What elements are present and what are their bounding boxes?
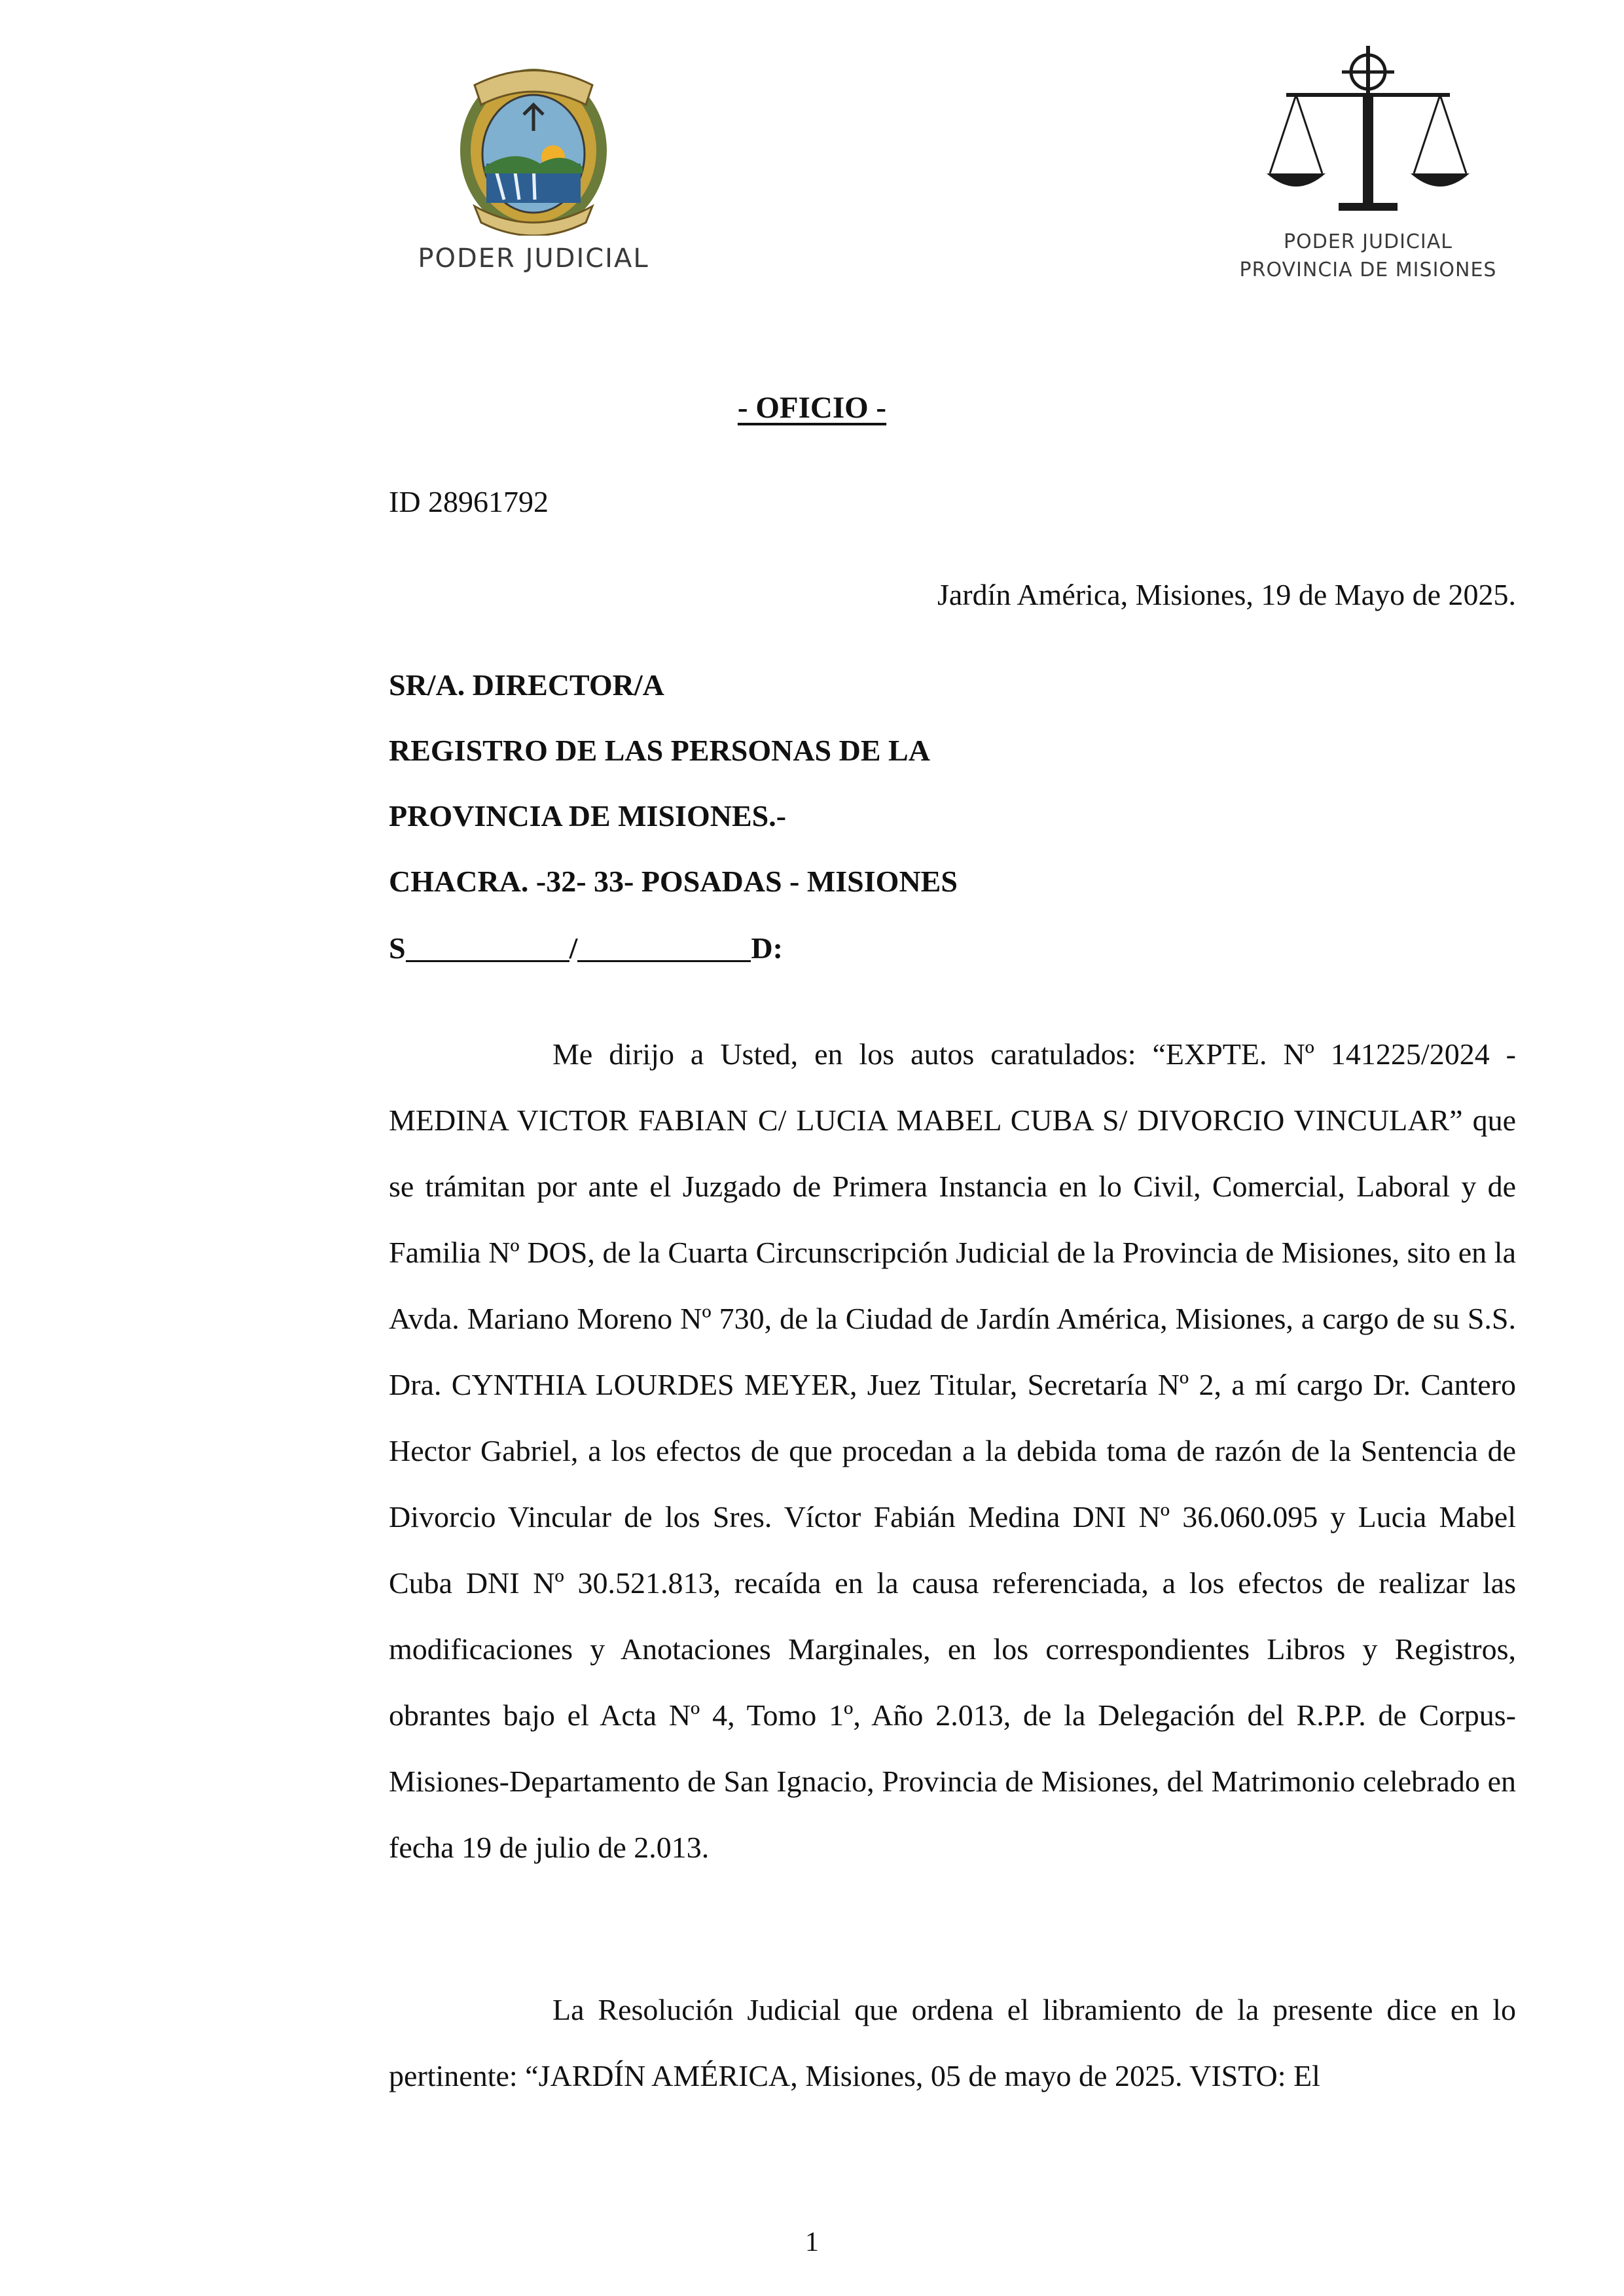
document-title-text: - OFICIO - — [737, 391, 887, 425]
right-logo — [1231, 46, 1506, 288]
addressee-line-4: CHACRA. -32- 33- POSADAS - MISIONES — [389, 865, 958, 898]
addressee-line-3: PROVINCIA DE MISIONES.- — [389, 799, 787, 833]
sd-blank-1 — [406, 934, 569, 962]
left-logo — [412, 59, 655, 281]
sd-blank-2 — [577, 934, 751, 962]
body-paragraph-2: La Resolución Judicial que ordena el libramiento de la presente dice en lo pertinente: “JARDÍN AMÉRICA, Misiones, 05 de mayo de 2025. VISTO: El — [389, 1993, 1516, 2092]
sd-end: D: — [751, 931, 783, 965]
addressee-line-2: REGISTRO DE LAS PERSONAS DE LA — [389, 734, 930, 767]
scales-of-justice-icon — [1267, 46, 1470, 223]
sd-start: S — [389, 931, 406, 965]
document-id: ID 28961792 — [389, 485, 549, 518]
sd-middle: / — [569, 931, 578, 965]
body-paragraph-2-block — [389, 1977, 1516, 2109]
provincia-de-misiones-seal-icon — [455, 59, 612, 236]
body-paragraph-1: Me dirijo a Usted, en los autos caratulados: “EXPTE. Nº 141225/2024 - MEDINA VICTOR FABIAN C/ LUCIA MABEL CUBA S/ DIVORCIO VINCULAR” que se trámitan por ante el Juzgado de Primera Instancia en lo Civil, Comercial, Laboral y de Familia Nº DOS, de la Cuarta Circunscripción Judicial de la Provincia de Misiones, sito en la Avda. Mariano Moreno Nº 730, de la Ciudad de Jardín América, Misiones, a cargo de su S.S. Dra. CYNTHIA LOURDES MEYER, Juez Titular, Secretaría Nº 2, a mí cargo Dr. Cantero Hector Gabriel, a los efectos de que procedan a la debida toma de razón de la Sentencia de Divorcio Vincular de los Sres. Víctor Fabián Medina DNI Nº 36.060.095 y Lucia Mabel Cuba DNI Nº 30.521.813, recaída en la causa referenciada, a los efectos de realizar las modificaciones y Anotaciones Marginales, en los correspondientes Libros y Registros, obrantes bajo el Acta Nº 4, Tomo 1º, Año 2.013, de la Delegación del R.P.P. de Corpus-Misiones-Departamento de San Ignacio, Provincia de Misiones, del Matrimonio celebrado en fecha 19 de julio de 2.013. — [389, 1037, 1516, 1864]
body-paragraph-1-block — [389, 1021, 1516, 1880]
right-logo-caption-line1: PODER JUDICIAL — [1284, 230, 1453, 253]
salutation-sd — [389, 931, 783, 965]
addressee-line-1: SR/A. DIRECTOR/A — [389, 668, 664, 702]
left-logo-caption: PODER JUDICIAL — [418, 243, 649, 274]
place-date: Jardín América, Misiones, 19 de Mayo de 2025. — [937, 578, 1516, 611]
right-logo-caption-line2: PROVINCIA DE MISIONES — [1239, 259, 1497, 281]
document-title — [0, 390, 1624, 425]
page-number: 1 — [805, 2227, 819, 2257]
